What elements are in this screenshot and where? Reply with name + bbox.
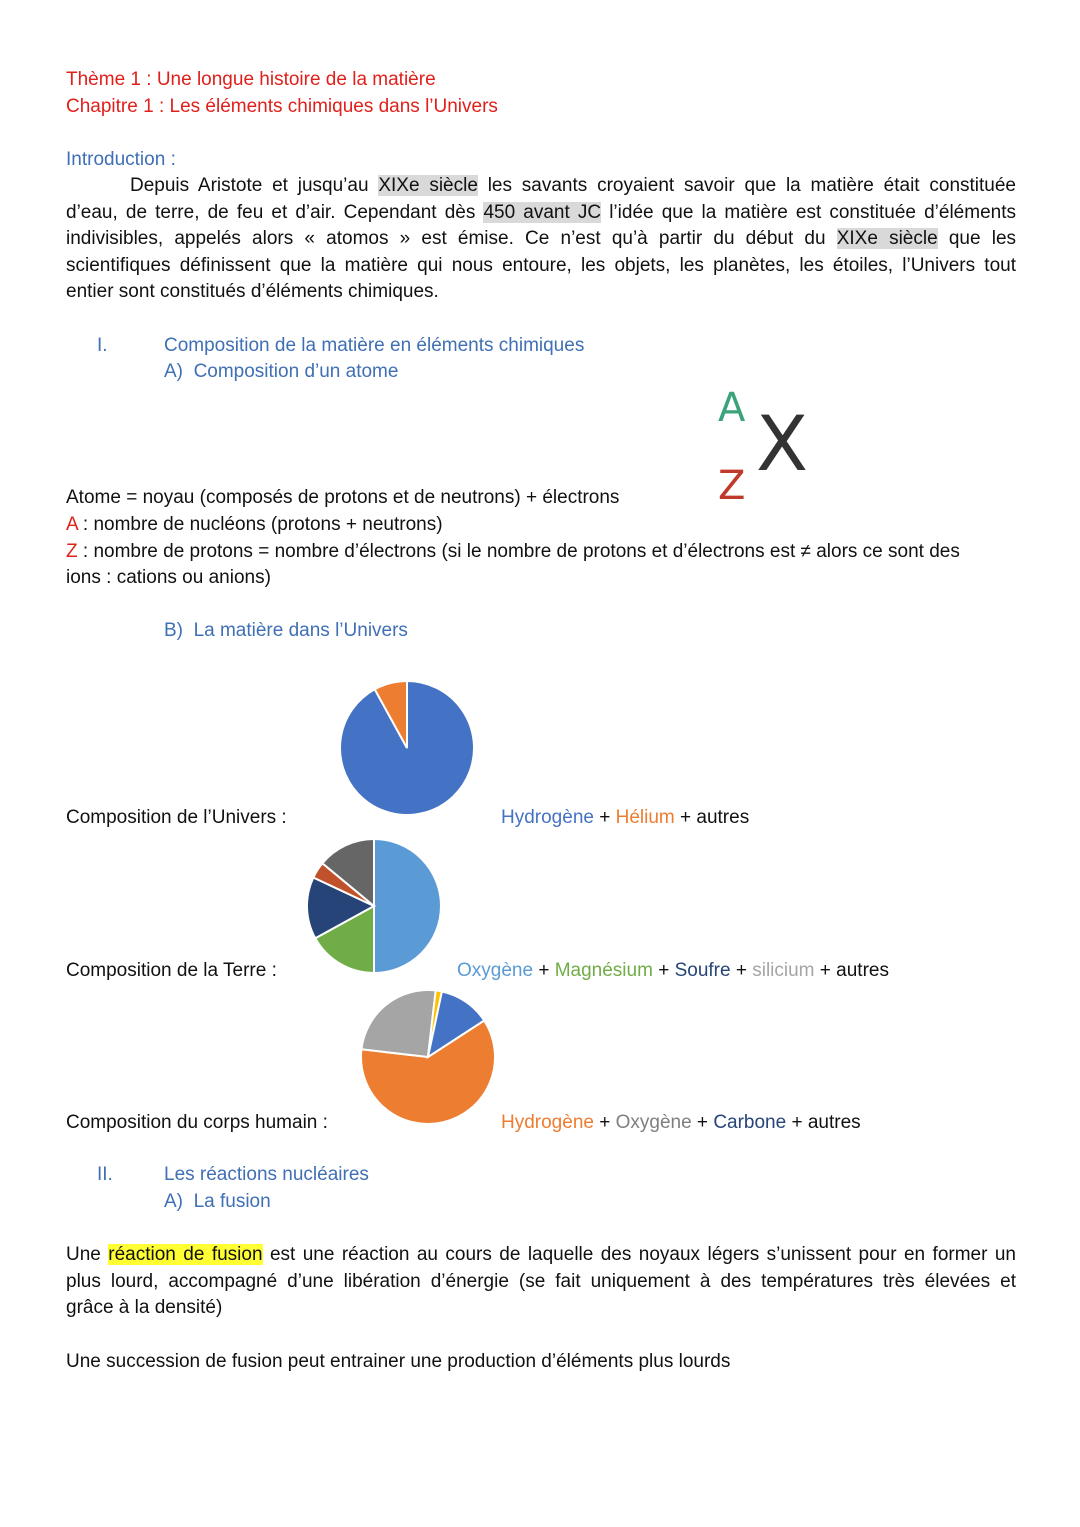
pie-chart-univers <box>337 678 477 818</box>
composition-corps-legend <box>501 1110 861 1136</box>
legend-part: + <box>533 960 555 981</box>
legend-part: + autres <box>786 1112 861 1133</box>
intro-line-3: indivisibles, appelés alors « atomos » est émise. Ce n’est qu’à partir du début du XIXe siècle que les <box>66 228 1017 249</box>
a-label: A <box>66 514 78 535</box>
composition-univers-label: Composition de l’Univers : <box>66 807 287 828</box>
intro-line-5: entier sont constitués d’éléments chimiques. <box>66 281 439 302</box>
fusion-paragraph <box>66 1242 1016 1322</box>
fusion-line-3: grâce à la densité) <box>66 1297 223 1318</box>
composition-terre-legend <box>457 958 889 984</box>
legend-part: Soufre <box>674 960 731 981</box>
z-label: Z <box>66 541 78 562</box>
legend-part: Magnésium <box>554 960 653 981</box>
legend-part: silicium <box>752 960 815 981</box>
composition-corps-label: Composition du corps humain : <box>66 1112 328 1133</box>
legend-part: + <box>652 960 675 981</box>
section-2-sub-a: A) La fusion <box>164 1191 271 1212</box>
intro-line-4: scientifiques définissent que la matière qui nous entoure, les objets, les planètes, les étoiles, l’Univers tout <box>66 254 1016 276</box>
section-2-number: II. <box>97 1164 113 1185</box>
section-1-title: Composition de la matière en éléments chimiques <box>164 335 585 356</box>
intro-line-2: d’eau, de terre, de feu et d’air. Cependant dès 450 avant JC l’idée que la matière est constituée d’éléments <box>66 201 1016 223</box>
legend-part: + <box>730 960 753 981</box>
atome-definition: Atome = noyau (composés de protons et de neutrons) + électrons <box>66 487 620 508</box>
legend-part: Carbone <box>713 1112 787 1133</box>
z-definition: Z : nombre de protons = nombre d’électrons (si le nombre de protons et d’électrons est ≠ alors ce sont des <box>66 541 960 562</box>
legend-part: Hydrogène <box>501 807 594 828</box>
highlight-date: 450 avant JC <box>483 201 602 223</box>
pie-slice <box>374 839 441 973</box>
legend-part: + autres <box>814 960 889 981</box>
highlight-century: XIXe siècle <box>378 175 478 196</box>
composition-terre-label: Composition de la Terre : <box>66 960 277 981</box>
section-1-number: I. <box>97 335 108 356</box>
theme-title: Thème 1 : Une longue histoire de la matière <box>66 69 436 90</box>
pie-chart-corps-humain <box>358 987 498 1127</box>
section-1-sub-a: A) Composition d’un atome <box>164 361 399 382</box>
intro-heading: Introduction : <box>66 149 176 170</box>
fusion-line-2: plus lourd, accompagné d’une libération d’énergie (se fait uniquement à des températures très élevées et <box>66 1270 1016 1292</box>
notation-z: Z <box>718 463 746 509</box>
legend-part: + <box>691 1112 714 1133</box>
intro-paragraph <box>66 173 1016 306</box>
notation-a: A <box>718 385 746 431</box>
legend-part: + <box>593 1112 616 1133</box>
composition-univers-legend <box>501 805 749 831</box>
notation-x: X <box>756 399 809 488</box>
legend-part: Oxygène <box>457 960 534 981</box>
highlight-century-2: XIXe siècle <box>836 228 938 249</box>
legend-part: + autres <box>674 807 750 828</box>
pie-chart-terre <box>304 836 444 976</box>
highlight-fusion: réaction de fusion <box>108 1244 263 1265</box>
z-definition-cont: ions : cations ou anions) <box>66 567 271 588</box>
section-2-title: Les réactions nucléaires <box>164 1164 369 1185</box>
pie-slice <box>361 990 435 1057</box>
intro-line-1: Depuis Aristote et jusqu’au XIXe siècle les savants croyaient savoir que la matière était constituée <box>130 175 1017 196</box>
legend-part: Oxygène <box>615 1112 692 1133</box>
fusion-line-1: Une réaction de fusion est une réaction au cours de laquelle des noyaux légers s’unissent pour en former un <box>66 1244 1016 1265</box>
fusion-succession: Une succession de fusion peut entrainer une production d’éléments plus lourds <box>66 1351 731 1372</box>
section-1-sub-b: B) La matière dans l’Univers <box>164 620 408 641</box>
a-definition: A : nombre de nucléons (protons + neutrons) <box>66 514 443 535</box>
legend-part: Hydrogène <box>501 1112 594 1133</box>
legend-part: + <box>593 807 616 828</box>
legend-part: Hélium <box>615 807 675 828</box>
chapter-title: Chapitre 1 : Les éléments chimiques dans l’Univers <box>66 96 498 117</box>
